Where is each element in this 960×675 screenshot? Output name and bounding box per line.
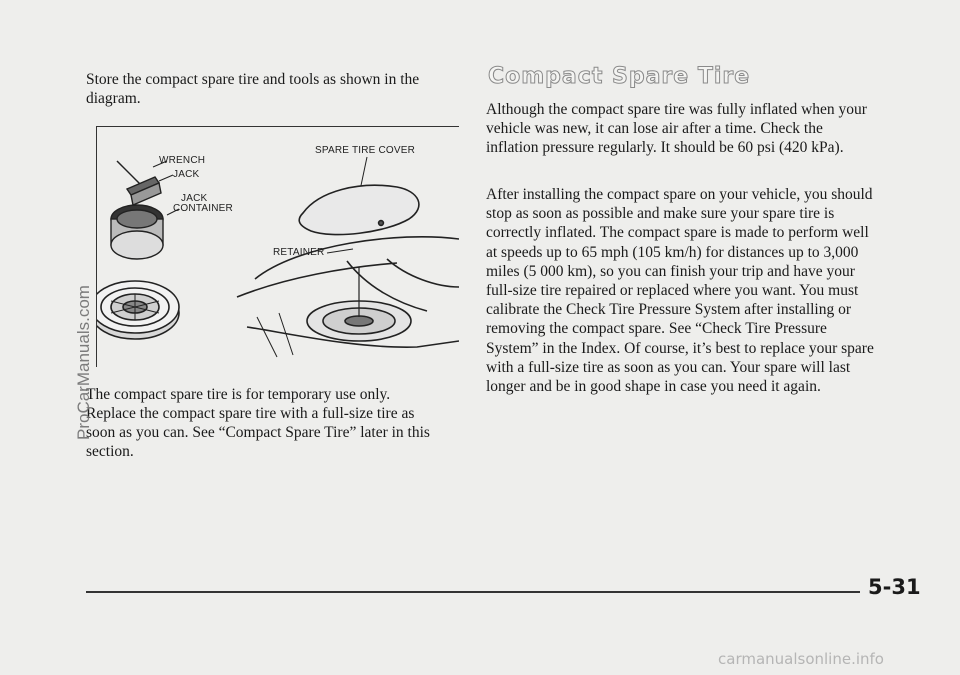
spare-tire-drawing — [97, 281, 179, 339]
jack-drawing — [127, 177, 161, 205]
installation-paragraph: After installing the compact spare on your vehicle, you should stop as soon as possible and make sure your spare tire is correctly inflated. The compact spare is made to perform well at speeds up to 65 mph (105 km/h) for distances up to 3,000 miles (5 000 km), so you can finish your trip and have your full-size tire repaired or replaced where you want. You must calibrate the Check Tire Pressure System after installing or removing the compact spare. See “Check Tire Pressure System” in the Index. Of course, it’s best to replace your spare with a full-size tire as soon as you can. Your spare will last longer and be in good shape in case you need it again. — [486, 186, 874, 396]
temporary-use-paragraph: The compact spare tire is for temporary use only. Replace the compact spare tire with a full-size tire as soon as you can. See “Compact Spare Tire” later in this section. — [86, 386, 430, 460]
intro-paragraph: Store the compact spare tire and tools as shown in the diagram. — [86, 71, 420, 107]
watermark — [70, 230, 93, 450]
section-title: Compact Spare Tire — [488, 64, 751, 89]
jack-container-label-line1: JACK — [181, 193, 208, 204]
car-trunk-drawing — [237, 237, 459, 357]
jack-label: JACK — [173, 169, 200, 180]
spare-tire-cover-label: SPARE TIRE COVER — [315, 145, 416, 156]
site-watermark: carmanualsonline.info — [718, 650, 884, 668]
jack-container-drawing — [111, 205, 163, 259]
jack-container-label-line2: CONTAINER — [173, 203, 233, 214]
wrench-label: WRENCH — [159, 155, 206, 166]
watermark-text: ProCarManuals.com — [74, 285, 93, 440]
spare-tire-diagram — [96, 126, 459, 367]
inflation-paragraph: Although the compact spare tire was fully inflated when your vehicle was new, it can lose air after a time. Check the inflation pressure regularly. It should be 60 psi (420 kPa). — [486, 101, 867, 157]
footer-rule — [86, 591, 860, 593]
retainer-label: RETAINER — [273, 247, 325, 258]
spare-tire-cover-drawing — [299, 185, 419, 234]
page-number: 5-31 — [868, 575, 921, 599]
